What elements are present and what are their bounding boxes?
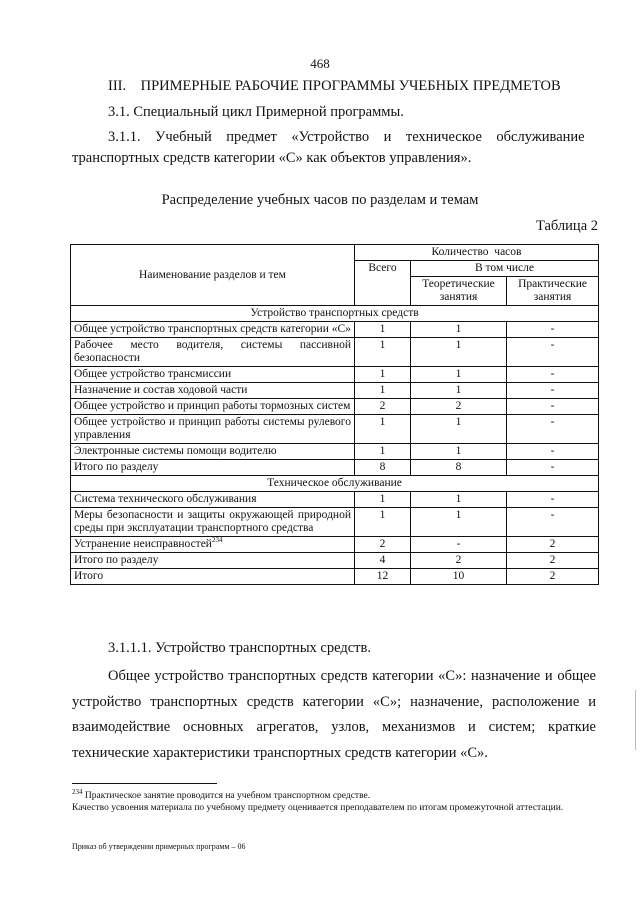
row-practice: -: [507, 444, 599, 460]
row-name: Общее устройство и принцип работы тормозных систем: [71, 399, 355, 415]
subtotal-theory: 2: [411, 553, 507, 569]
table-row: [71, 399, 599, 415]
row-name: Общее устройство трансмиссии: [71, 367, 355, 383]
row-name: Меры безопасности и защиты окружающей природной среды при эксплуатации транспортного средства: [71, 508, 355, 537]
row-name-text: Устранение неисправностей: [74, 538, 212, 550]
row-total: 1: [355, 508, 411, 537]
grand-total-practice: 2: [507, 569, 599, 585]
table-row: [71, 537, 599, 553]
table-row: [71, 492, 599, 508]
row-name: Рабочее место водителя, системы пассивной безопасности: [71, 338, 355, 367]
section-row: Техническое обслуживание: [71, 476, 599, 492]
hours-table: [70, 244, 599, 585]
subtotal-practice: -: [507, 460, 599, 476]
header-hours: Количество часов: [355, 245, 599, 261]
subtotal-theory: 8: [411, 460, 507, 476]
row-theory: 1: [411, 367, 507, 383]
page-footer: Приказ об утверждении примерных программ – 06: [72, 842, 246, 851]
table-row: [71, 338, 599, 367]
table-row: [71, 367, 599, 383]
row-total: 1: [355, 383, 411, 399]
subtotal-row: [71, 553, 599, 569]
row-total: 2: [355, 399, 411, 415]
subsection-heading: 3.1. Специальный цикл Примерной программы.: [108, 104, 404, 120]
subtotal-total: 8: [355, 460, 411, 476]
row-total: 1: [355, 444, 411, 460]
row-theory: -: [411, 537, 507, 553]
header-theory: Теоретические занятия: [411, 277, 507, 306]
header-total: Всего: [355, 261, 411, 306]
row-theory: 1: [411, 338, 507, 367]
row-practice: -: [507, 322, 599, 338]
row-theory: 1: [411, 415, 507, 444]
row-theory: 1: [411, 383, 507, 399]
subtotal-name: Итого по разделу: [71, 460, 355, 476]
row-practice: -: [507, 367, 599, 383]
grand-total-row: [71, 569, 599, 585]
row-total: 2: [355, 537, 411, 553]
row-theory: 1: [411, 444, 507, 460]
row-practice: -: [507, 415, 599, 444]
subtotal-total: 4: [355, 553, 411, 569]
topic-heading: 3.1.1.1. Устройство транспортных средств.: [108, 640, 371, 656]
row-theory: 1: [411, 322, 507, 338]
subject-title-line2: транспортных средств категории «С» как объектов управления».: [72, 150, 472, 166]
section-heading: III. ПРИМЕРНЫЕ РАБОЧИЕ ПРОГРАММЫ УЧЕБНЫХ ПРЕДМЕТОВ: [108, 78, 561, 94]
grand-total-total: 12: [355, 569, 411, 585]
row-name: Электронные системы помощи водителю: [71, 444, 355, 460]
row-total: 1: [355, 415, 411, 444]
row-theory: 1: [411, 492, 507, 508]
row-name: Общее устройство транспортных средств категории «С»: [71, 322, 355, 338]
row-practice: -: [507, 492, 599, 508]
row-name: Система технического обслуживания: [71, 492, 355, 508]
footnote-number: 234: [72, 787, 83, 796]
header-name: Наименование разделов и тем: [71, 245, 355, 306]
footnote-text: Практическое занятие проводится на учебном транспортном средстве.: [84, 791, 371, 801]
row-total: 1: [355, 338, 411, 367]
table-row: [71, 444, 599, 460]
row-practice: 2: [507, 537, 599, 553]
footnotes: [72, 787, 598, 814]
row-name: Общее устройство и принцип работы системы рулевого управления: [71, 415, 355, 444]
row-practice: -: [507, 338, 599, 367]
section-row: Устройство транспортных средств: [71, 306, 599, 322]
row-practice: -: [507, 383, 599, 399]
subtotal-practice: 2: [507, 553, 599, 569]
table-label: Таблица 2: [535, 218, 598, 234]
subject-title-line1: 3.1.1. Учебный предмет «Устройство и техническое обслуживание: [108, 129, 585, 145]
row-practice: -: [507, 508, 599, 537]
subtotal-name: Итого по разделу: [71, 553, 355, 569]
footnote-ref: 234: [211, 536, 223, 545]
row-theory: 1: [411, 508, 507, 537]
row-practice: -: [507, 399, 599, 415]
footnote-divider: [72, 783, 217, 784]
row-name: Назначение и состав ходовой части: [71, 383, 355, 399]
footnote-text2: Качество усвоения материала по учебному предмету оценивается преподавателем по итогам промежуточной аттестации.: [72, 802, 564, 813]
page-number: 468: [310, 56, 330, 71]
topic-text: Общее устройство транспортных средств категории «С»: назначение и общее устройство транспортных средств категории «С»; назначение, расположение и взаимодействие основных агрегатов, узлов, механизмов и систем; краткие технические характеристики транспортных средств категории «С».: [72, 668, 596, 761]
row-total: 1: [355, 322, 411, 338]
table-row: [71, 508, 599, 537]
row-total: 1: [355, 367, 411, 383]
grand-total-theory: 10: [411, 569, 507, 585]
header-practice: Практические занятия: [507, 277, 599, 306]
subtotal-row: [71, 460, 599, 476]
row-total: 1: [355, 492, 411, 508]
header-incl: В том числе: [411, 261, 599, 277]
row-name: [71, 537, 355, 553]
scan-edge-mark: [635, 690, 636, 750]
grand-total-name: Итого: [71, 569, 355, 585]
row-theory: 2: [411, 399, 507, 415]
table-row: [71, 415, 599, 444]
table-row: [71, 383, 599, 399]
table-caption: Распределение учебных часов по разделам и темам: [161, 192, 479, 208]
table-row: [71, 322, 599, 338]
